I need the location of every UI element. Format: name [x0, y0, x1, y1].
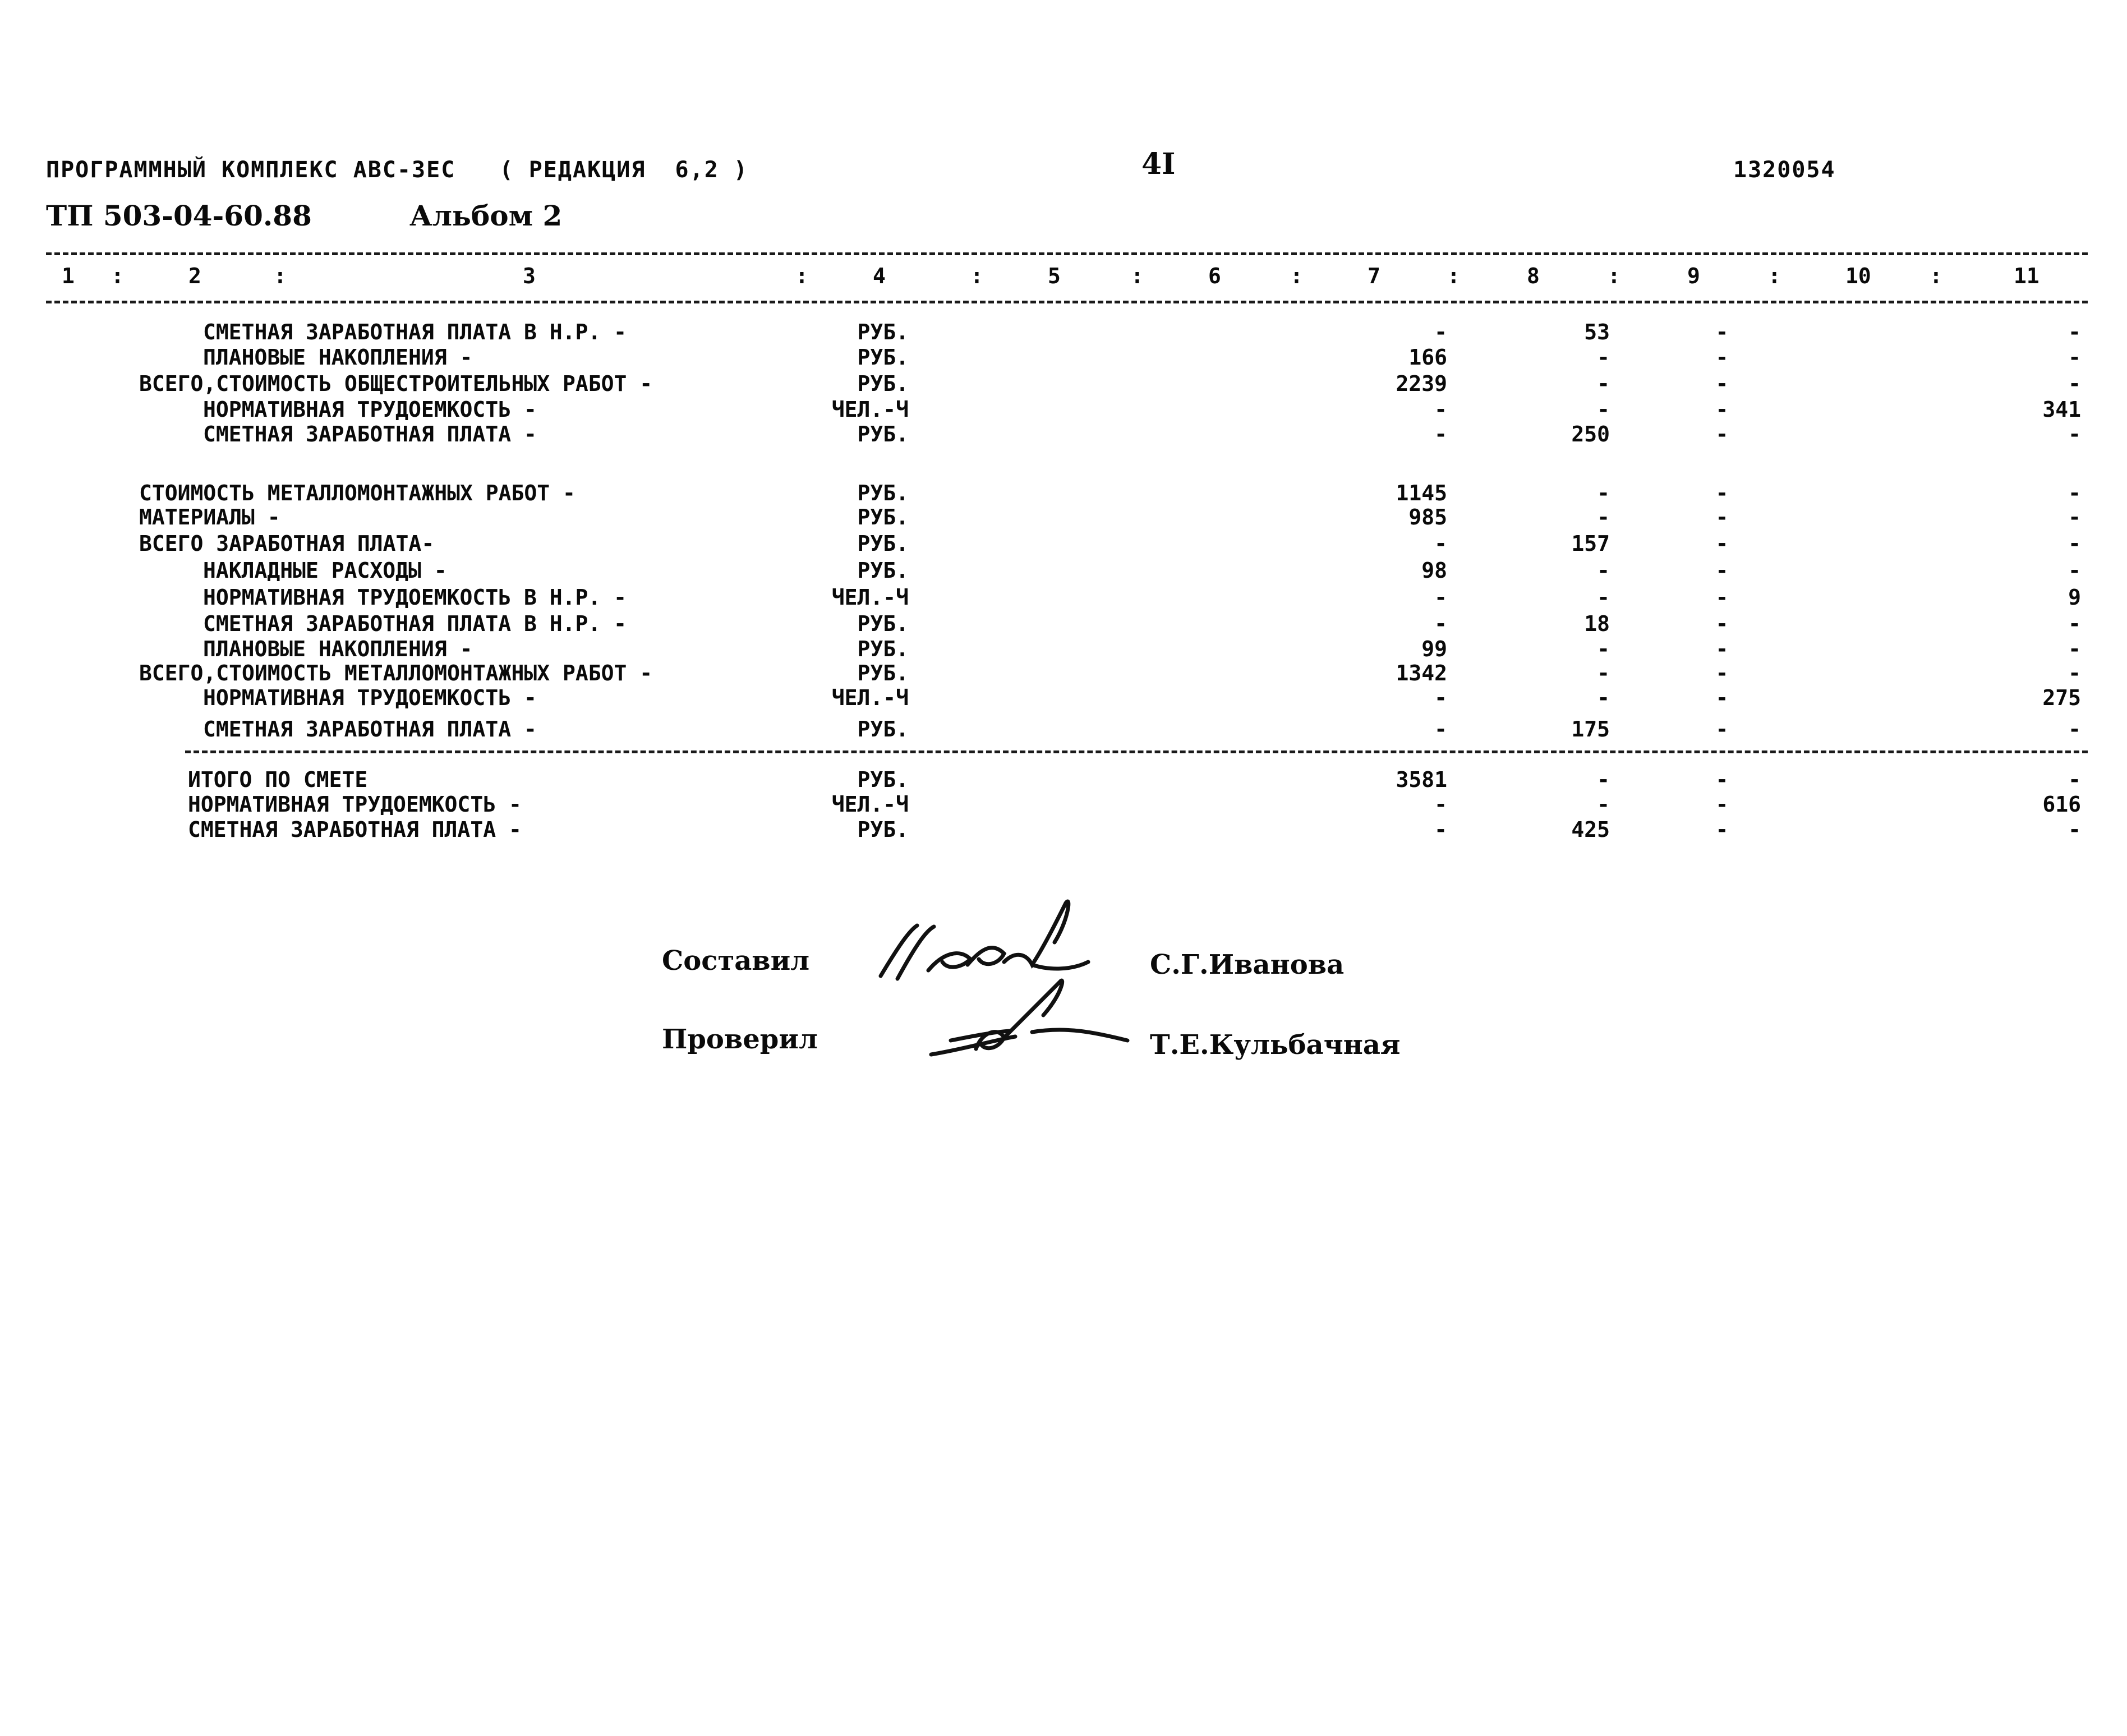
col-8-value: 18: [1584, 611, 1610, 636]
col-9-value: -: [1715, 585, 1729, 610]
col-11-value: -: [2068, 637, 2081, 661]
row-unit: РУБ.: [857, 611, 909, 636]
col-7-value: 1342: [1396, 661, 1447, 685]
col-separator: :: [111, 264, 124, 288]
col-11-value: -: [2068, 481, 2081, 505]
col-8-value: 157: [1571, 531, 1610, 556]
col-9-value: -: [1715, 717, 1729, 742]
table-row: [0, 505, 2127, 531]
col-11-value: -: [2068, 531, 2081, 556]
row-unit: РУБ.: [857, 531, 909, 556]
col-11-value: -: [2068, 661, 2081, 685]
col-11-value: 9: [2068, 585, 2081, 610]
row-unit: ЧЕЛ.-Ч: [831, 585, 909, 610]
row-label: СМЕТНАЯ ЗАРАБОТНАЯ ПЛАТА -: [203, 422, 537, 446]
totals-rule: [185, 750, 2088, 753]
table-row: [0, 345, 2127, 371]
col-5-header: 5: [1048, 264, 1061, 288]
col-separator: :: [1608, 264, 1620, 288]
table-row: [0, 792, 2127, 818]
row-label: СМЕТНАЯ ЗАРАБОТНАЯ ПЛАТА -: [188, 817, 522, 842]
col-7-value: -: [1434, 717, 1447, 742]
col-11-value: 616: [2042, 792, 2081, 817]
col-7-value: 2239: [1396, 371, 1447, 396]
col-10-header: 10: [1845, 264, 1871, 288]
table-row: [0, 717, 2127, 743]
col-9-value: -: [1715, 320, 1729, 344]
col-8-value: 175: [1571, 717, 1610, 742]
col-7-value: -: [1434, 531, 1447, 556]
col-11-value: -: [2068, 767, 2081, 792]
col-9-value: -: [1715, 637, 1729, 661]
col-11-value: 341: [2042, 397, 2081, 422]
col-8-value: -: [1597, 661, 1610, 685]
row-unit: РУБ.: [857, 767, 909, 792]
program-title: ПРОГРАММНЫЙ КОМПЛЕКС АВС-3ЕС ( РЕДАКЦИЯ 6,2 ): [46, 157, 748, 183]
col-11-header: 11: [2014, 264, 2039, 288]
table-row: [0, 320, 2127, 346]
row-unit: ЧЕЛ.-Ч: [831, 397, 909, 422]
row-unit: ЧЕЛ.-Ч: [831, 792, 909, 817]
page-number: 4I: [1141, 147, 1176, 181]
album-label: Альбом 2: [409, 199, 563, 232]
table-header-rule: [46, 301, 2088, 303]
col-7-value: -: [1434, 320, 1447, 344]
col-8-value: 250: [1571, 422, 1610, 446]
col-9-value: -: [1715, 397, 1729, 422]
col-4-header: 4: [873, 264, 886, 288]
col-separator: :: [1768, 264, 1781, 288]
row-label: ПЛАНОВЫЕ НАКОПЛЕНИЯ -: [203, 637, 473, 661]
table-row: [0, 531, 2127, 557]
table-row: [0, 585, 2127, 611]
col-8-value: -: [1597, 637, 1610, 661]
col-1-header: 1: [62, 264, 75, 288]
col-9-value: -: [1715, 422, 1729, 446]
row-unit: РУБ.: [857, 481, 909, 505]
col-11-value: -: [2068, 817, 2081, 842]
row-label: НОРМАТИВНАЯ ТРУДОЕМКОСТЬ -: [203, 397, 537, 422]
table-row: [0, 422, 2127, 448]
document-designation: ТП 503-04-60.88: [46, 199, 312, 232]
col-9-value: -: [1715, 661, 1729, 685]
row-label: СМЕТНАЯ ЗАРАБОТНАЯ ПЛАТА В Н.Р. -: [203, 611, 627, 636]
col-separator: :: [1447, 264, 1460, 288]
col-2-header: 2: [188, 264, 201, 288]
col-7-header: 7: [1368, 264, 1380, 288]
col-9-value: -: [1715, 345, 1729, 370]
col-8-value: -: [1597, 685, 1610, 710]
col-7-value: 166: [1408, 345, 1447, 370]
compiled-by-label: Составил: [662, 945, 810, 977]
col-7-value: 3581: [1396, 767, 1447, 792]
col-7-value: -: [1434, 792, 1447, 817]
document-code: 1320054: [1733, 157, 1836, 183]
col-11-value: -: [2068, 422, 2081, 446]
row-unit: РУБ.: [857, 422, 909, 446]
col-8-value: -: [1597, 397, 1610, 422]
col-7-value: 98: [1421, 558, 1447, 583]
col-9-value: -: [1715, 505, 1729, 529]
col-11-value: -: [2068, 505, 2081, 529]
row-label: СМЕТНАЯ ЗАРАБОТНАЯ ПЛАТА -: [203, 717, 537, 742]
col-separator: :: [274, 264, 287, 288]
row-label: ВСЕГО,СТОИМОСТЬ МЕТАЛЛОМОНТАЖНЫХ РАБОТ -: [139, 661, 653, 685]
row-label: СМЕТНАЯ ЗАРАБОТНАЯ ПЛАТА В Н.Р. -: [203, 320, 627, 344]
col-11-value: -: [2068, 717, 2081, 742]
table-row: [0, 371, 2127, 397]
col-9-header: 9: [1687, 264, 1700, 288]
table-row: [0, 558, 2127, 584]
row-unit: РУБ.: [857, 505, 909, 529]
col-7-value: -: [1434, 685, 1447, 710]
col-8-value: -: [1597, 767, 1610, 792]
col-8-value: -: [1597, 558, 1610, 583]
checker-signature: [920, 970, 1133, 1066]
col-9-value: -: [1715, 611, 1729, 636]
table-row: [0, 397, 2127, 423]
row-label: НАКЛАДНЫЕ РАСХОДЫ -: [203, 558, 447, 583]
col-7-value: -: [1434, 397, 1447, 422]
col-7-value: 985: [1408, 505, 1447, 529]
row-unit: РУБ.: [857, 637, 909, 661]
table-row: [0, 817, 2127, 843]
col-7-value: -: [1434, 585, 1447, 610]
col-8-value: -: [1597, 505, 1610, 529]
col-8-value: -: [1597, 371, 1610, 396]
checker-name: Т.Е.Кульбачная: [1150, 1029, 1401, 1061]
col-separator: :: [1930, 264, 1942, 288]
col-7-value: 99: [1421, 637, 1447, 661]
col-7-value: -: [1434, 422, 1447, 446]
col-8-value: -: [1597, 345, 1610, 370]
row-unit: РУБ.: [857, 320, 909, 344]
row-unit: РУБ.: [857, 717, 909, 742]
col-7-value: 1145: [1396, 481, 1447, 505]
table-row: [0, 661, 2127, 687]
row-unit: РУБ.: [857, 345, 909, 370]
col-9-value: -: [1715, 685, 1729, 710]
col-8-value: 53: [1584, 320, 1610, 344]
col-9-value: -: [1715, 792, 1729, 817]
row-label: ПЛАНОВЫЕ НАКОПЛЕНИЯ -: [203, 345, 473, 370]
col-9-value: -: [1715, 558, 1729, 583]
table-row: [0, 685, 2127, 711]
col-11-value: -: [2068, 345, 2081, 370]
col-9-value: -: [1715, 481, 1729, 505]
col-8-header: 8: [1527, 264, 1540, 288]
col-7-value: -: [1434, 817, 1447, 842]
col-7-value: -: [1434, 611, 1447, 636]
col-8-value: -: [1597, 481, 1610, 505]
row-unit: РУБ.: [857, 371, 909, 396]
row-label: ИТОГО ПО СМЕТЕ: [188, 767, 368, 792]
row-unit: РУБ.: [857, 817, 909, 842]
col-separator: :: [1131, 264, 1144, 288]
col-11-value: -: [2068, 558, 2081, 583]
row-label: МАТЕРИАЛЫ -: [139, 505, 280, 529]
row-label: НОРМАТИВНАЯ ТРУДОЕМКОСТЬ В Н.Р. -: [203, 585, 627, 610]
col-11-value: -: [2068, 371, 2081, 396]
table-row: [0, 767, 2127, 793]
col-9-value: -: [1715, 371, 1729, 396]
table-row: [0, 611, 2127, 637]
col-9-value: -: [1715, 767, 1729, 792]
row-label: ВСЕГО ЗАРАБОТНАЯ ПЛАТА-: [139, 531, 435, 556]
table-top-rule: [46, 252, 2088, 255]
col-11-value: -: [2068, 611, 2081, 636]
col-8-value: -: [1597, 792, 1610, 817]
col-8-value: 425: [1571, 817, 1610, 842]
row-label: НОРМАТИВНАЯ ТРУДОЕМКОСТЬ -: [203, 685, 537, 710]
col-separator: :: [795, 264, 808, 288]
col-11-value: -: [2068, 320, 2081, 344]
col-11-value: 275: [2042, 685, 2081, 710]
row-unit: РУБ.: [857, 661, 909, 685]
col-3-header: 3: [523, 264, 536, 288]
row-unit: ЧЕЛ.-Ч: [831, 685, 909, 710]
row-unit: РУБ.: [857, 558, 909, 583]
col-9-value: -: [1715, 531, 1729, 556]
col-separator: :: [1290, 264, 1303, 288]
col-8-value: -: [1597, 585, 1610, 610]
col-6-header: 6: [1208, 264, 1221, 288]
row-label: ВСЕГО,СТОИМОСТЬ ОБЩЕСТРОИТЕЛЬНЫХ РАБОТ -: [139, 371, 653, 396]
table-row: [0, 481, 2127, 506]
col-9-value: -: [1715, 817, 1729, 842]
row-label: СТОИМОСТЬ МЕТАЛЛОМОНТАЖНЫХ РАБОТ -: [139, 481, 576, 505]
compiler-name: С.Г.Иванова: [1150, 949, 1345, 980]
table-row: [0, 637, 2127, 662]
checked-by-label: Проверил: [662, 1024, 818, 1055]
col-separator: :: [970, 264, 983, 288]
row-label: НОРМАТИВНАЯ ТРУДОЕМКОСТЬ -: [188, 792, 522, 817]
